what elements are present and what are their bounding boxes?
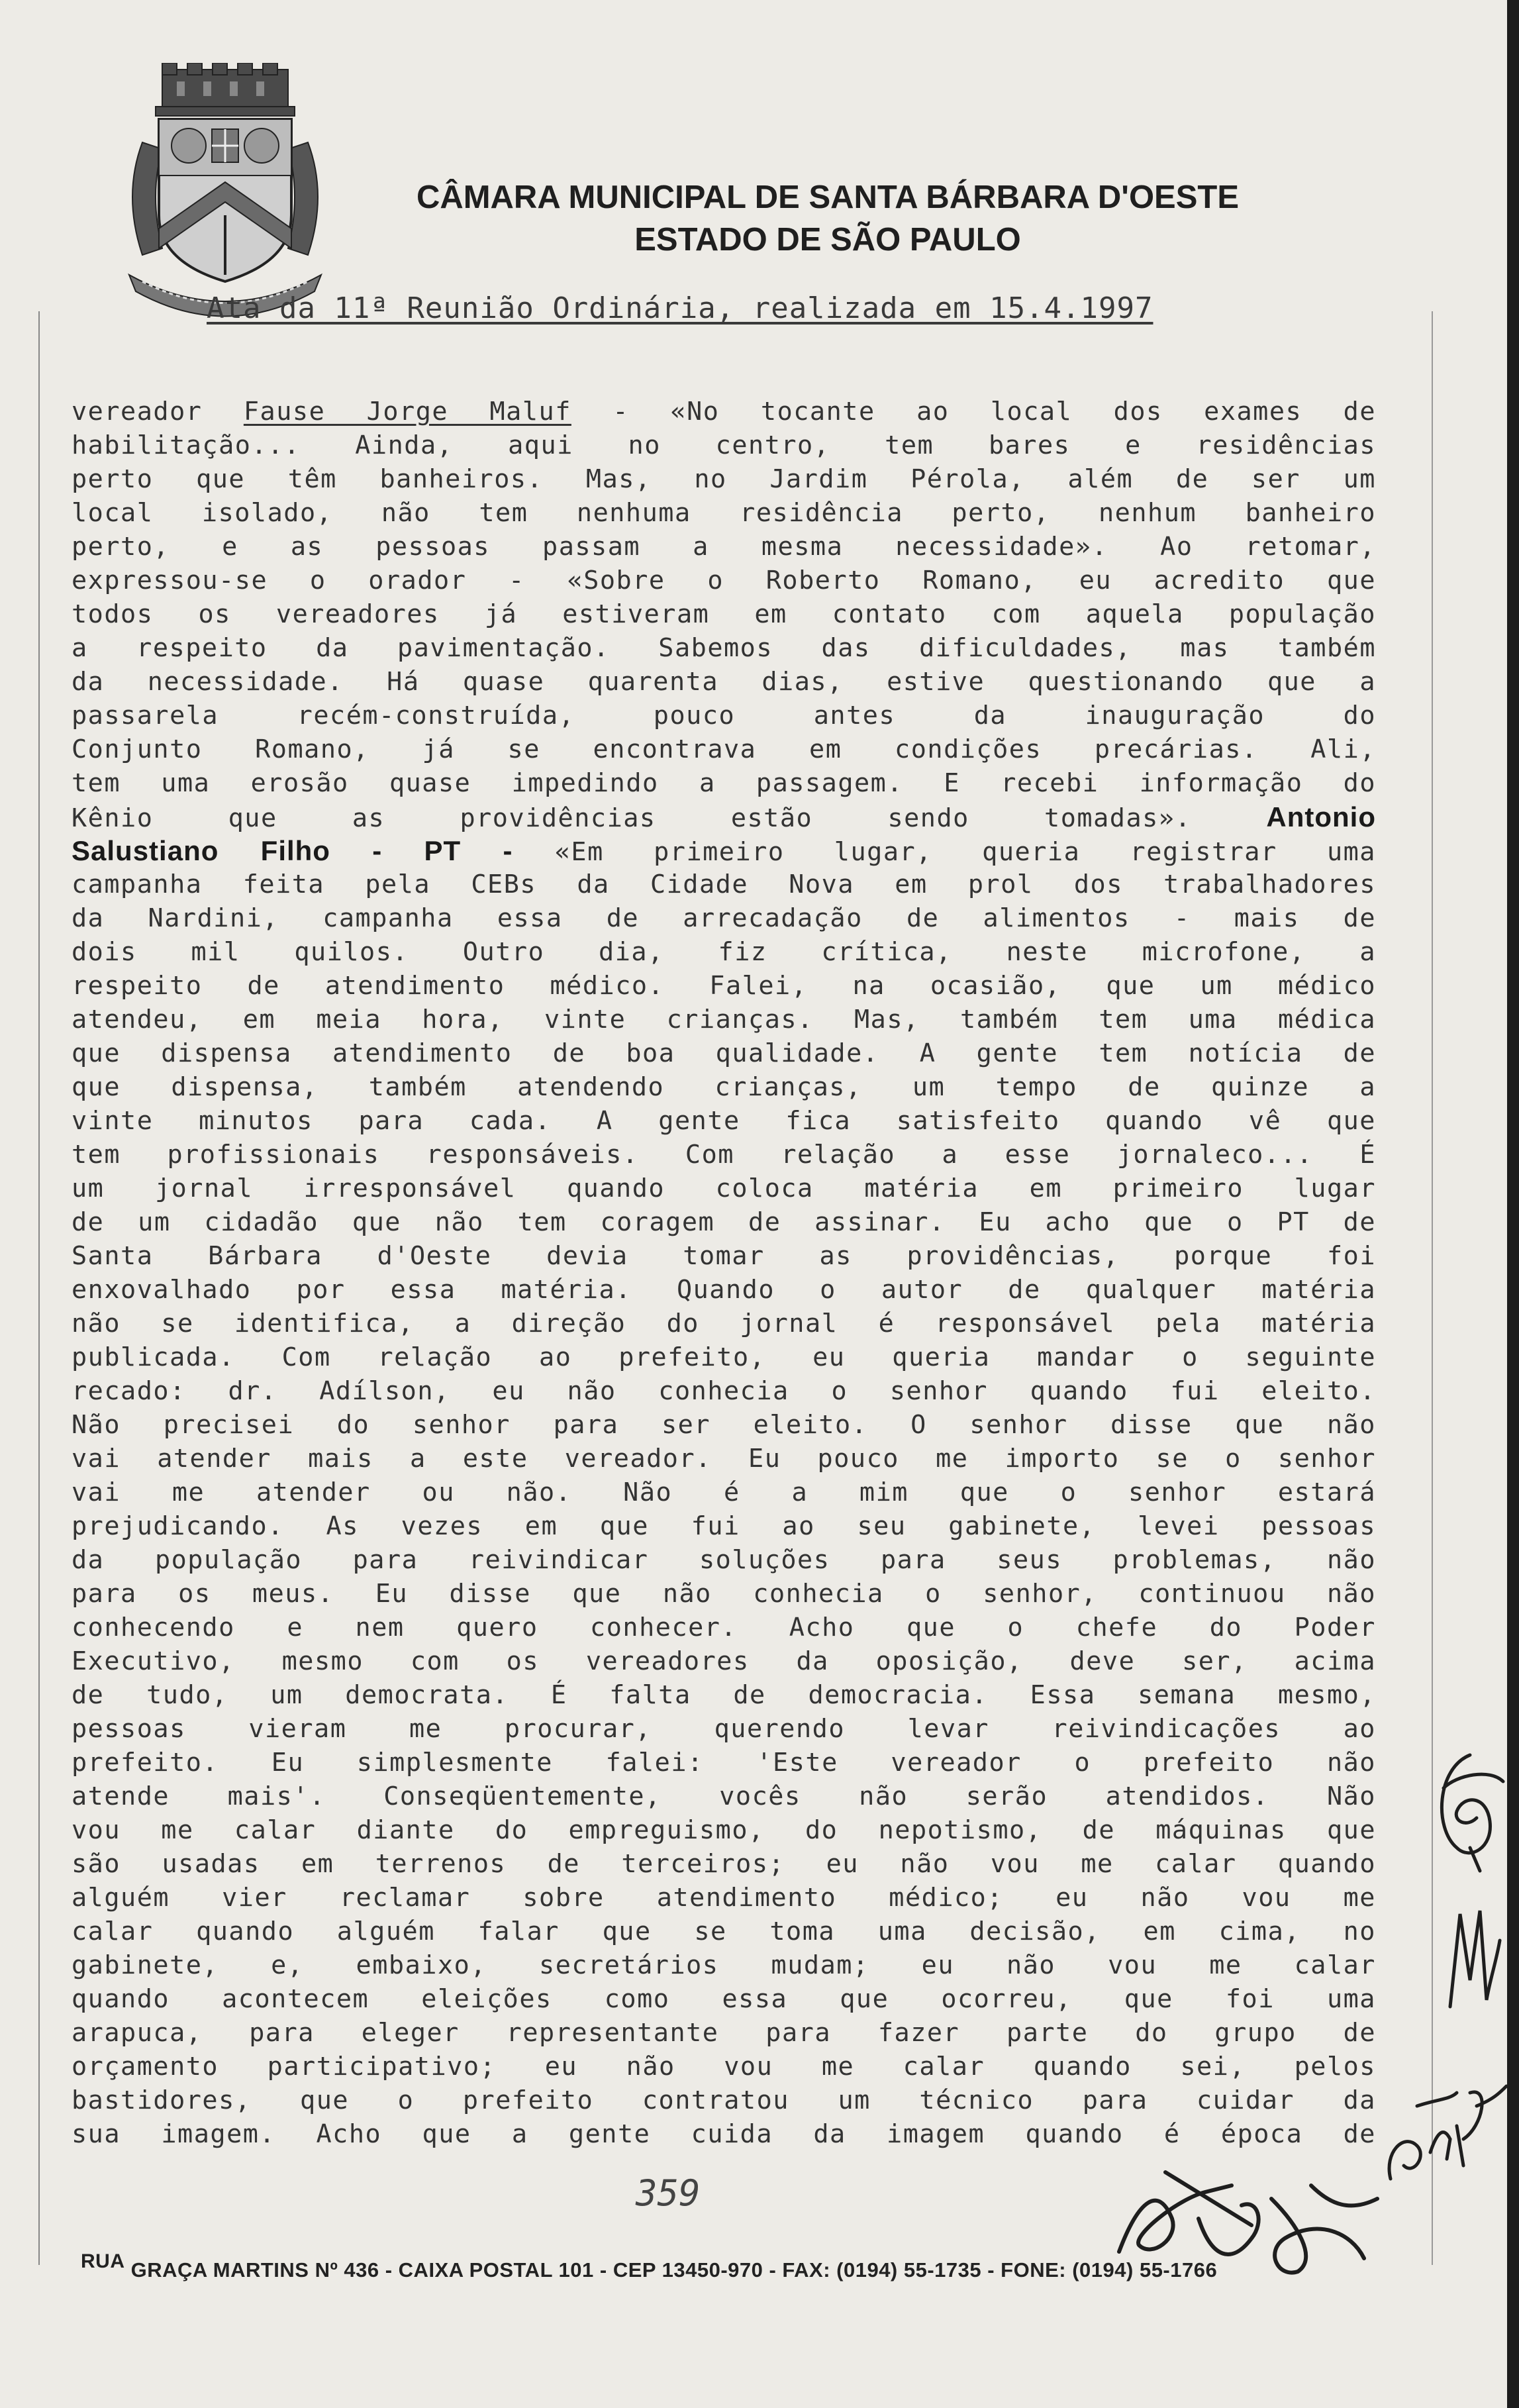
- text-segment: da Nardini, campanha essa de arrecadação de alimentos - mais de: [72, 903, 1376, 933]
- text-line: [72, 1172, 1376, 1205]
- text-segment: vai me atender ou não. Não é a mim que o senhor estará: [72, 1478, 1376, 1507]
- text-segment: Executivo, mesmo com os vereadores da oposição, deve ser, acima: [72, 1646, 1376, 1676]
- text-line: [72, 428, 1376, 462]
- handwritten-initials-1-icon: [1430, 1748, 1510, 1874]
- text-segment: Não precisei do senhor para ser eleito. O senhor disse que não: [72, 1410, 1376, 1440]
- text-segment: - «No tocante ao local dos exames de: [571, 397, 1376, 426]
- text-segment: gabinete, e, embaixo, secretários mudam; eu não vou me calar: [72, 1950, 1376, 1980]
- text-segment: vou me calar diante do empreguismo, do nepotismo, de máquinas que: [72, 1815, 1376, 1845]
- minutes-body: [72, 395, 1376, 2151]
- text-line: [72, 1780, 1376, 1813]
- text-line: [72, 1577, 1376, 1611]
- text-line: [72, 1273, 1376, 1307]
- text-line: [72, 1678, 1376, 1712]
- text-line: [72, 2050, 1376, 2083]
- text-line: [72, 1881, 1376, 1915]
- text-line: [72, 969, 1376, 1003]
- text-line: [72, 1070, 1376, 1104]
- text-line: [72, 1307, 1376, 1340]
- text-line: [72, 1408, 1376, 1442]
- speaker-name-underlined: Fause Jorge Maluf: [243, 397, 571, 426]
- text-line: [72, 462, 1376, 496]
- text-line: [72, 1982, 1376, 2016]
- footer-address-text: GRAÇA MARTINS Nº 436 - CAIXA POSTAL 101 - CEP 13450-970 - FAX: (0194) 55-1735 - FONE: (0194) 55-1766: [130, 2258, 1218, 2282]
- text-line: [72, 868, 1376, 901]
- text-line: [72, 665, 1376, 699]
- text-segment: local isolado, não tem nenhuma residência perto, nenhum banheiro: [72, 498, 1376, 528]
- text-segment: um jornal irresponsável quando coloca matéria em primeiro lugar: [72, 1174, 1376, 1203]
- text-segment: não se identifica, a direção do jornal é responsável pela matéria: [72, 1309, 1376, 1338]
- text-segment: pessoas vieram me procurar, querendo levar reivindicações ao: [72, 1714, 1376, 1744]
- text-line: [72, 1509, 1376, 1543]
- text-segment: da população para reivindicar soluções para seus problemas, não: [72, 1545, 1376, 1575]
- text-line: [72, 1003, 1376, 1036]
- text-segment: perto, e as pessoas passam a mesma necessidade». Ao retomar,: [72, 532, 1376, 562]
- text-segment: dois mil quilos. Outro dia, fiz crítica, neste microfone, a: [72, 937, 1376, 967]
- text-segment: quando acontecem eleições como essa que ocorreu, que foi uma: [72, 1984, 1376, 2014]
- letterhead: [397, 179, 1258, 258]
- text-line: [72, 2083, 1376, 2117]
- text-segment: calar quando alguém falar que se toma uma decisão, em cima, no: [72, 1917, 1376, 1946]
- text-segment: orçamento participativo; eu não vou me calar quando sei, pelos: [72, 2052, 1376, 2082]
- text-line: [72, 1442, 1376, 1476]
- text-segment: da necessidade. Há quase quarenta dias, estive questionando que a: [72, 667, 1376, 697]
- text-segment: de tudo, um democrata. É falta de democracia. Essa semana mesmo,: [72, 1680, 1376, 1710]
- text-segment: alguém vier reclamar sobre atendimento médico; eu não vou me: [72, 1883, 1376, 1913]
- text-line: [72, 901, 1376, 935]
- text-line: [72, 1813, 1376, 1847]
- text-line: [72, 1712, 1376, 1746]
- text-line: [72, 631, 1376, 665]
- text-line: [72, 699, 1376, 732]
- text-line: [72, 1915, 1376, 1948]
- text-segment: conhecendo e nem quero conhecer. Acho que o chefe do Poder: [72, 1613, 1376, 1642]
- text-segment: Santa Bárbara d'Oeste devia tomar as providências, porque foi: [72, 1241, 1376, 1271]
- text-line: [72, 1611, 1376, 1644]
- text-line: [72, 1374, 1376, 1408]
- text-line: [72, 2117, 1376, 2151]
- minutes-subtitle: Ata da 11ª Reunião Ordinária, realizada em 15.4.1997: [207, 291, 1153, 325]
- text-line: [72, 597, 1376, 631]
- text-line: [72, 732, 1376, 766]
- text-line: [72, 1476, 1376, 1509]
- text-segment: Kênio que as providências estão sendo tomadas».: [72, 803, 1267, 833]
- text-line: [72, 2016, 1376, 2050]
- text-line: [72, 1138, 1376, 1172]
- text-segment: expressou-se o orador - «Sobre o Roberto Romano, eu acredito que: [72, 566, 1376, 595]
- text-segment: prejudicando. As vezes em que fui ao seu gabinete, levei pessoas: [72, 1511, 1376, 1541]
- text-line: [72, 1340, 1376, 1374]
- text-line: [72, 1543, 1376, 1577]
- text-line: [72, 1847, 1376, 1881]
- text-segment: habilitação... Ainda, aqui no centro, tem bares e residências: [72, 430, 1376, 460]
- institution-name: CÂMARA MUNICIPAL DE SANTA BÁRBARA D'OESTE: [416, 179, 1240, 215]
- speaker-name-bold: Antonio: [1266, 801, 1376, 832]
- text-segment: tem profissionais responsáveis. Com relação a esse jornaleco... É: [72, 1140, 1376, 1170]
- left-margin-line: [38, 311, 40, 2265]
- municipal-coat-of-arms-icon: [116, 63, 334, 321]
- text-segment: prefeito. Eu simplesmente falei: 'Este vereador o prefeito não: [72, 1748, 1376, 1778]
- footer-rua-prefix: RUA: [81, 2250, 125, 2272]
- right-margin-line: [1432, 311, 1433, 2265]
- text-segment: tem uma erosão quase impedindo a passagem. E recebi informação do: [72, 768, 1376, 798]
- text-segment: arapuca, para eleger representante para fazer parte do grupo de: [72, 2018, 1376, 2048]
- text-line: [72, 1948, 1376, 1982]
- text-segment: todos os vereadores já estiveram em contato com aquela população: [72, 599, 1376, 629]
- text-segment: que dispensa atendimento de boa qualidade. A gente tem notícia de: [72, 1038, 1376, 1068]
- state-name: ESTADO DE SÃO PAULO: [634, 222, 1021, 258]
- text-segment: atende mais'. Conseqüentemente, vocês não serão atendidos. Não: [72, 1781, 1376, 1811]
- text-line: [72, 1239, 1376, 1273]
- text-segment: vereador: [72, 397, 244, 426]
- text-line: [72, 800, 1376, 834]
- text-line: [72, 1036, 1376, 1070]
- text-segment: são usadas em terrenos de terceiros; eu não vou me calar quando: [72, 1849, 1376, 1879]
- text-line: [72, 395, 1376, 428]
- scan-edge: [1507, 0, 1519, 2408]
- text-segment: sua imagem. Acho que a gente cuida da imagem quando é época de: [72, 2119, 1376, 2149]
- text-segment: «Em primeiro lugar, queria registrar uma: [554, 837, 1376, 867]
- text-segment: publicada. Com relação ao prefeito, eu queria mandar o seguinte: [72, 1342, 1376, 1372]
- text-segment: enxovalhado por essa matéria. Quando o autor de qualquer matéria: [72, 1275, 1376, 1305]
- text-line: [72, 1205, 1376, 1239]
- text-segment: recado: dr. Adílson, eu não conhecia o senhor quando fui eleito.: [72, 1376, 1376, 1406]
- text-segment: vinte minutos para cada. A gente fica satisfeito quando vê que: [72, 1106, 1376, 1136]
- footer-address: [81, 2250, 1445, 2282]
- text-segment: passarela recém-construída, pouco antes da inauguração do: [72, 701, 1376, 730]
- text-line: [72, 834, 1376, 868]
- text-line: [72, 564, 1376, 597]
- text-line: [72, 1746, 1376, 1780]
- text-segment: atendeu, em meia hora, vinte crianças. Mas, também tem uma médica: [72, 1005, 1376, 1034]
- text-line: [72, 766, 1376, 800]
- text-segment: perto que têm banheiros. Mas, no Jardim Pérola, além de ser um: [72, 464, 1376, 494]
- text-line: [72, 1644, 1376, 1678]
- handwritten-initials-2-icon: [1444, 1901, 1503, 2013]
- text-line: [72, 530, 1376, 564]
- text-segment: de um cidadão que não tem coragem de assinar. Eu acho que o PT de: [72, 1207, 1376, 1237]
- speaker-name-bold: Salustiano Filho - PT -: [72, 835, 555, 866]
- text-segment: Conjunto Romano, já se encontrava em condições precárias. Ali,: [72, 734, 1376, 764]
- page-number: 359: [636, 2172, 701, 2214]
- text-segment: vai atender mais a este vereador. Eu pouco me importo se o senhor: [72, 1444, 1376, 1474]
- text-line: [72, 496, 1376, 530]
- text-segment: que dispensa, também atendendo crianças, um tempo de quinze a: [72, 1072, 1376, 1102]
- text-segment: para os meus. Eu disse que não conhecia o senhor, continuou não: [72, 1579, 1376, 1609]
- text-line: [72, 1104, 1376, 1138]
- text-segment: bastidores, que o prefeito contratou um técnico para cuidar da: [72, 2085, 1376, 2115]
- text-segment: campanha feita pela CEBs da Cidade Nova em prol dos trabalhadores: [72, 870, 1376, 899]
- text-segment: respeito de atendimento médico. Falei, na ocasião, que um médico: [72, 971, 1376, 1001]
- text-segment: a respeito da pavimentação. Sabemos das dificuldades, mas também: [72, 633, 1376, 663]
- text-line: [72, 935, 1376, 969]
